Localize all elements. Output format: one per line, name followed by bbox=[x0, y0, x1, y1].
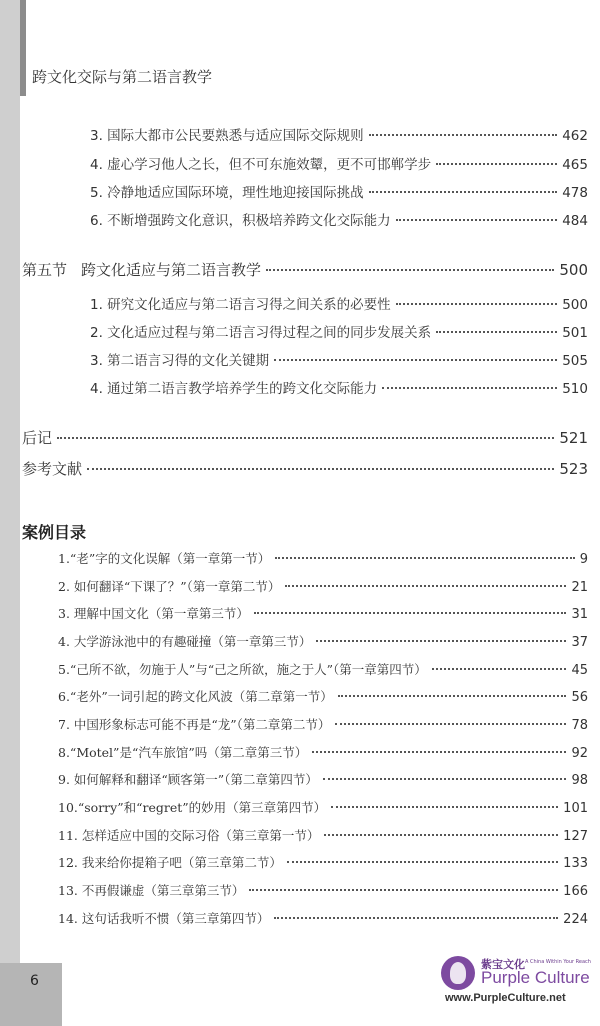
page-number-tab bbox=[0, 963, 62, 1026]
toc-section-heading[interactable] bbox=[22, 259, 588, 280]
toc-entry-references[interactable]: 参考文献 523 bbox=[22, 460, 588, 478]
page-number: 6 bbox=[30, 973, 39, 989]
case-entry[interactable]: 4. 大学游泳池中的有趣碰撞（第一章第三节） 37 bbox=[58, 634, 588, 650]
toc-entry-afterword[interactable]: 后记 521 bbox=[22, 429, 588, 447]
case-page-number: 45 bbox=[571, 663, 588, 678]
case-entry[interactable]: 5.“己所不欲，勿施于人”与“己之所欲，施之于人”（第一章第四节） 45 bbox=[58, 662, 588, 678]
toc-page-number: 484 bbox=[562, 213, 588, 229]
case-page-number: 133 bbox=[563, 856, 588, 871]
case-page-number: 9 bbox=[579, 552, 588, 567]
toc-entry[interactable]: 4. 通过第二语言教学培养学生的跨文化交际能力 510 bbox=[90, 381, 588, 397]
toc-entry[interactable]: 3. 第二语言习得的文化关键期 505 bbox=[90, 353, 588, 369]
case-page-number: 21 bbox=[571, 580, 588, 595]
toc-page-number: 465 bbox=[562, 157, 588, 173]
case-entry[interactable]: 8.“Motel”是“汽车旅馆”吗（第二章第三节） 92 bbox=[58, 745, 588, 761]
case-entry[interactable]: 9. 如何解释和翻译“顾客第一”（第二章第四节） 98 bbox=[58, 772, 588, 788]
toc-page-number: 523 bbox=[559, 460, 588, 478]
case-page-number: 98 bbox=[571, 773, 588, 788]
case-page-number: 166 bbox=[563, 884, 588, 899]
running-header: 跨文化交际与第二语言教学 bbox=[32, 68, 213, 86]
logo-tagline: A China Within Your Reach bbox=[525, 959, 591, 965]
toc-entry[interactable]: 2. 文化适应过程与第二语言习得过程之间的同步发展关系 501 bbox=[90, 325, 588, 341]
case-page-number: 101 bbox=[563, 801, 588, 816]
toc-page-number: 501 bbox=[562, 325, 588, 341]
toc-page-number: 462 bbox=[562, 128, 588, 144]
case-page-number: 127 bbox=[563, 829, 588, 844]
case-page-number: 92 bbox=[571, 746, 588, 761]
toc-entry[interactable]: 4. 虚心学习他人之长，但不可东施效颦，更不可邯郸学步 465 bbox=[90, 157, 588, 173]
case-entry[interactable]: 12. 我来给你提箱子吧（第三章第二节） 133 bbox=[58, 855, 588, 871]
toc-entry[interactable]: 3. 国际大都市公民要熟悉与适应国际交际规则 462 bbox=[90, 128, 588, 144]
logo-url: www.PurpleCulture.net bbox=[445, 992, 566, 1004]
case-entry[interactable]: 14. 这句话我听不惯（第三章第四节） 224 bbox=[58, 911, 588, 927]
logo-chinese-name: 紫宝文化 bbox=[481, 958, 525, 971]
case-entry[interactable]: 1.“老”字的文化误解（第一章第一节） 9 bbox=[58, 551, 588, 567]
case-entry[interactable]: 2. 如何翻译“下课了？”（第一章第二节） 21 bbox=[58, 579, 588, 595]
toc-page-number: 500 bbox=[559, 261, 588, 279]
case-entry[interactable]: 11. 怎样适应中国的交际习俗（第三章第一节） 127 bbox=[58, 828, 588, 844]
toc-page-number: 521 bbox=[559, 429, 588, 447]
purple-culture-logo bbox=[437, 952, 597, 1012]
cases-heading: 案例目录 bbox=[22, 523, 87, 542]
toc-entry[interactable]: 6. 不断增强跨文化意识，积极培养跨文化交际能力 484 bbox=[90, 213, 588, 229]
case-page-number: 224 bbox=[563, 912, 588, 927]
case-entry[interactable]: 10.“sorry”和“regret”的妙用（第三章第四节） 101 bbox=[58, 800, 588, 816]
header-band bbox=[20, 0, 26, 96]
logo-english-name: Purple Culture bbox=[481, 968, 590, 987]
toc-page-number: 478 bbox=[562, 185, 588, 201]
logo-emblem-icon bbox=[441, 956, 475, 990]
case-page-number: 31 bbox=[571, 607, 588, 622]
section-title: 跨文化适应与第二语言教学 bbox=[81, 261, 262, 279]
case-page-number: 78 bbox=[571, 718, 588, 733]
case-page-number: 56 bbox=[571, 690, 588, 705]
case-entry[interactable]: 3. 理解中国文化（第一章第三节） 31 bbox=[58, 606, 588, 622]
case-entry[interactable]: 13. 不再假谦虚（第三章第三节） 166 bbox=[58, 883, 588, 899]
toc-entry[interactable]: 1. 研究文化适应与第二语言习得之间关系的必要性 500 bbox=[90, 297, 588, 313]
left-margin-bar bbox=[0, 0, 20, 1026]
case-entry[interactable]: 7. 中国形象标志可能不再是“龙”（第二章第二节） 78 bbox=[58, 717, 588, 733]
case-page-number: 37 bbox=[571, 635, 588, 650]
case-entry[interactable]: 6.“老外”一词引起的跨文化风波（第二章第一节） 56 bbox=[58, 689, 588, 705]
toc-page-number: 510 bbox=[562, 381, 588, 397]
toc-entry[interactable]: 5. 冷静地适应国际环境，理性地迎接国际挑战 478 bbox=[90, 185, 588, 201]
toc-page-number: 500 bbox=[562, 297, 588, 313]
toc-page-number: 505 bbox=[562, 353, 588, 369]
section-number: 第五节 bbox=[22, 261, 68, 279]
